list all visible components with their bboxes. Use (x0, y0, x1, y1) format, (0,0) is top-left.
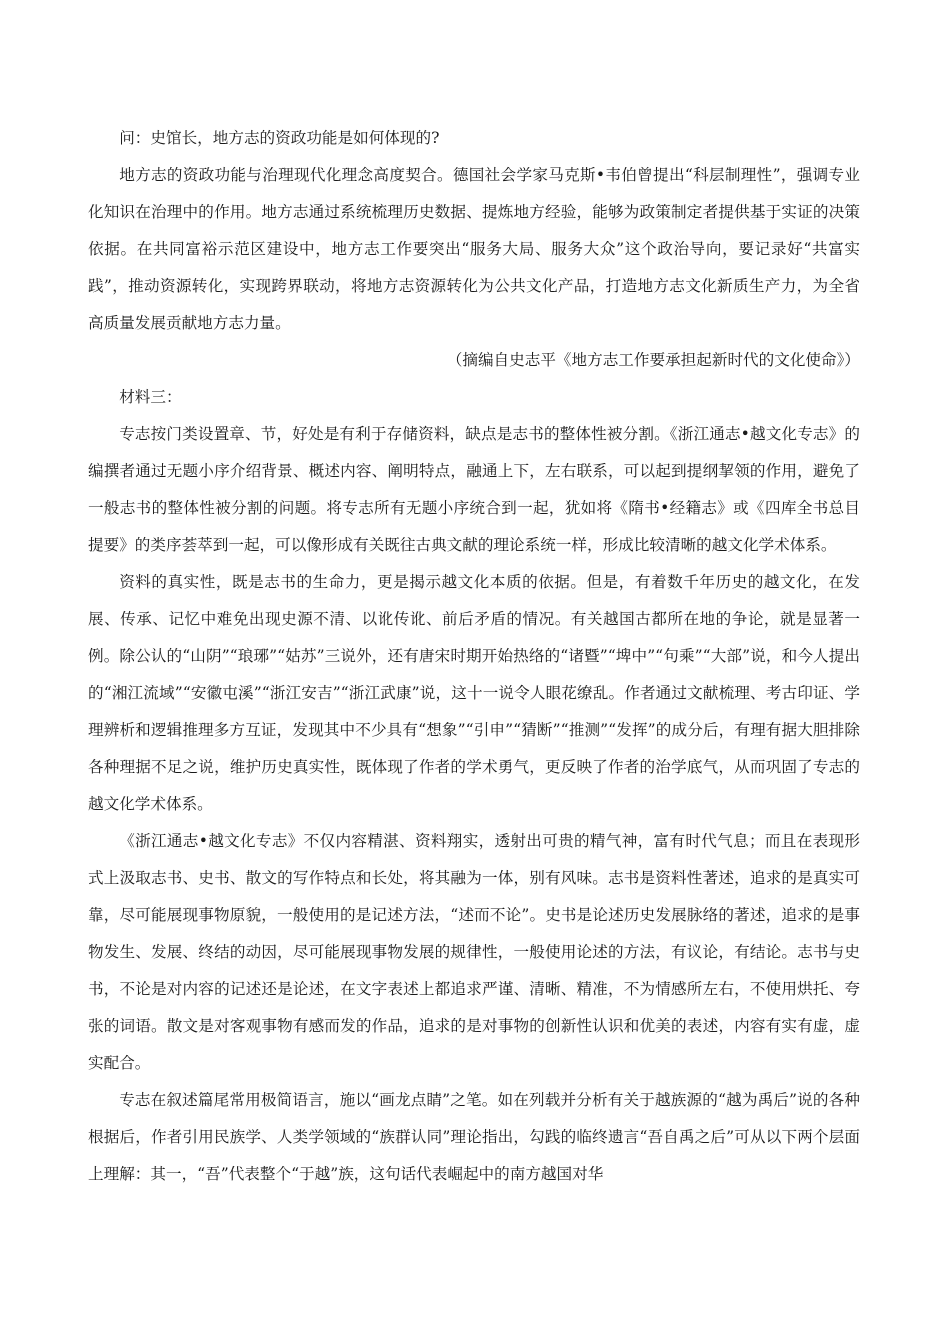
body-paragraph: 《浙江通志•越文化专志》不仅内容精湛、资料翔实，透射出可贵的精气神，富有时代气息；而且在表现形式上汲取志书、史书、散文的写作特点和长处，将其融为一体，别有风味。志书是资料性著述，追求的是真实可靠，尽可能展现事物原貌，一般使用的是记述方法，“述而不论”。史书是论述历史发展脉络的著述，追求的是事物发生、发展、终结的动因，尽可能展现事物发展的规律性，一般使用论述的方法，有议论，有结论。志书与史书，不论是对内容的记述还是论述，在文字表述上都追求严谨、清晰、精准，不为情感所左右，不使用烘托、夸张的词语。散文是对客观事物有感而发的作品，追求的是对事物的创新性认识和优美的表述，内容有实有虚，虚实配合。 (88, 832, 860, 1072)
body-paragraph: 专志在叙述篇尾常用极简语言，施以“画龙点睛”之笔。如在列载并分析有关于越族源的“越为禹后”说的各种根据后，作者引用民族学、人类学领域的“族群认同”理论指出，勾践的临终遗言“吾自禹之后”可从以下两个层面上理解：其一，“吾”代表整个“于越”族，这句话代表崛起中的南方越国对华 (88, 1091, 860, 1183)
answer-paragraph: 地方志的资政功能与治理现代化理念高度契合。德国社会学家马克斯•韦伯曾提出“科层制理性”，强调专业化知识在治理中的作用。地方志通过系统梳理历史数据、提炼地方经验，能够为政策制定者提供基于实证的决策依据。在共同富裕示范区建设中，地方志工作要突出“服务大局、服务大众”这个政治导向，要记录好“共富实践”，推动资源转化，实现跨界联动，将地方志资源转化为公共文化产品，打造地方志文化新质生产力，为全省高质量发展贡献地方志力量。 (88, 166, 860, 332)
source-citation: （摘编自史志平《地方志工作要承担起新时代的文化使命》） (446, 351, 860, 369)
body-paragraph: 资料的真实性，既是志书的生命力，更是揭示越文化本质的依据。但是，有着数千年历史的越文化，在发展、传承、记忆中难免出现史源不清、以讹传讹、前后矛盾的情况。有关越国古都所在地的争论，就是显著一例。除公认的“山阴”“琅琊”“姑苏”三说外，还有唐宋时期开始热络的“诸暨”“埤中”“句乘”“大部”说，和今人提出的“湘江流域”“安徽屯溪”“浙江安吉”“浙江武康”说，这十一说令人眼花缭乱。作者通过文献梳理、考古印证、学理辨析和逻辑推理多方互证，发现其中不少具有“想象”“引申”“猜断”“推测”“发挥”的成分后，有理有据大胆排除各种理据不足之说，维护历史真实性，既体现了作者的学术勇气，更反映了作者的治学底气，从而巩固了专志的越文化学术体系。 (88, 573, 860, 813)
body-paragraph: 专志按门类设置章、节，好处是有利于存储资料，缺点是志书的整体性被分割。《浙江通志•越文化专志》的编撰者通过无题小序介绍背景、概述内容、阐明特点，融通上下，左右联系，可以起到提纲挈领的作用，避免了一般志书的整体性被分割的问题。将专志所有无题小序统合到一起，犹如将《隋书•经籍志》或《四库全书总目提要》的类序荟萃到一起，可以像形成有关既往古典文献的理论系统一样，形成比较清晰的越文化学术体系。 (88, 425, 860, 554)
material-heading: 材料三： (119, 388, 182, 406)
document-body (88, 120, 860, 1193)
question-paragraph: 问：史馆长，地方志的资政功能是如何体现的? (119, 129, 440, 147)
